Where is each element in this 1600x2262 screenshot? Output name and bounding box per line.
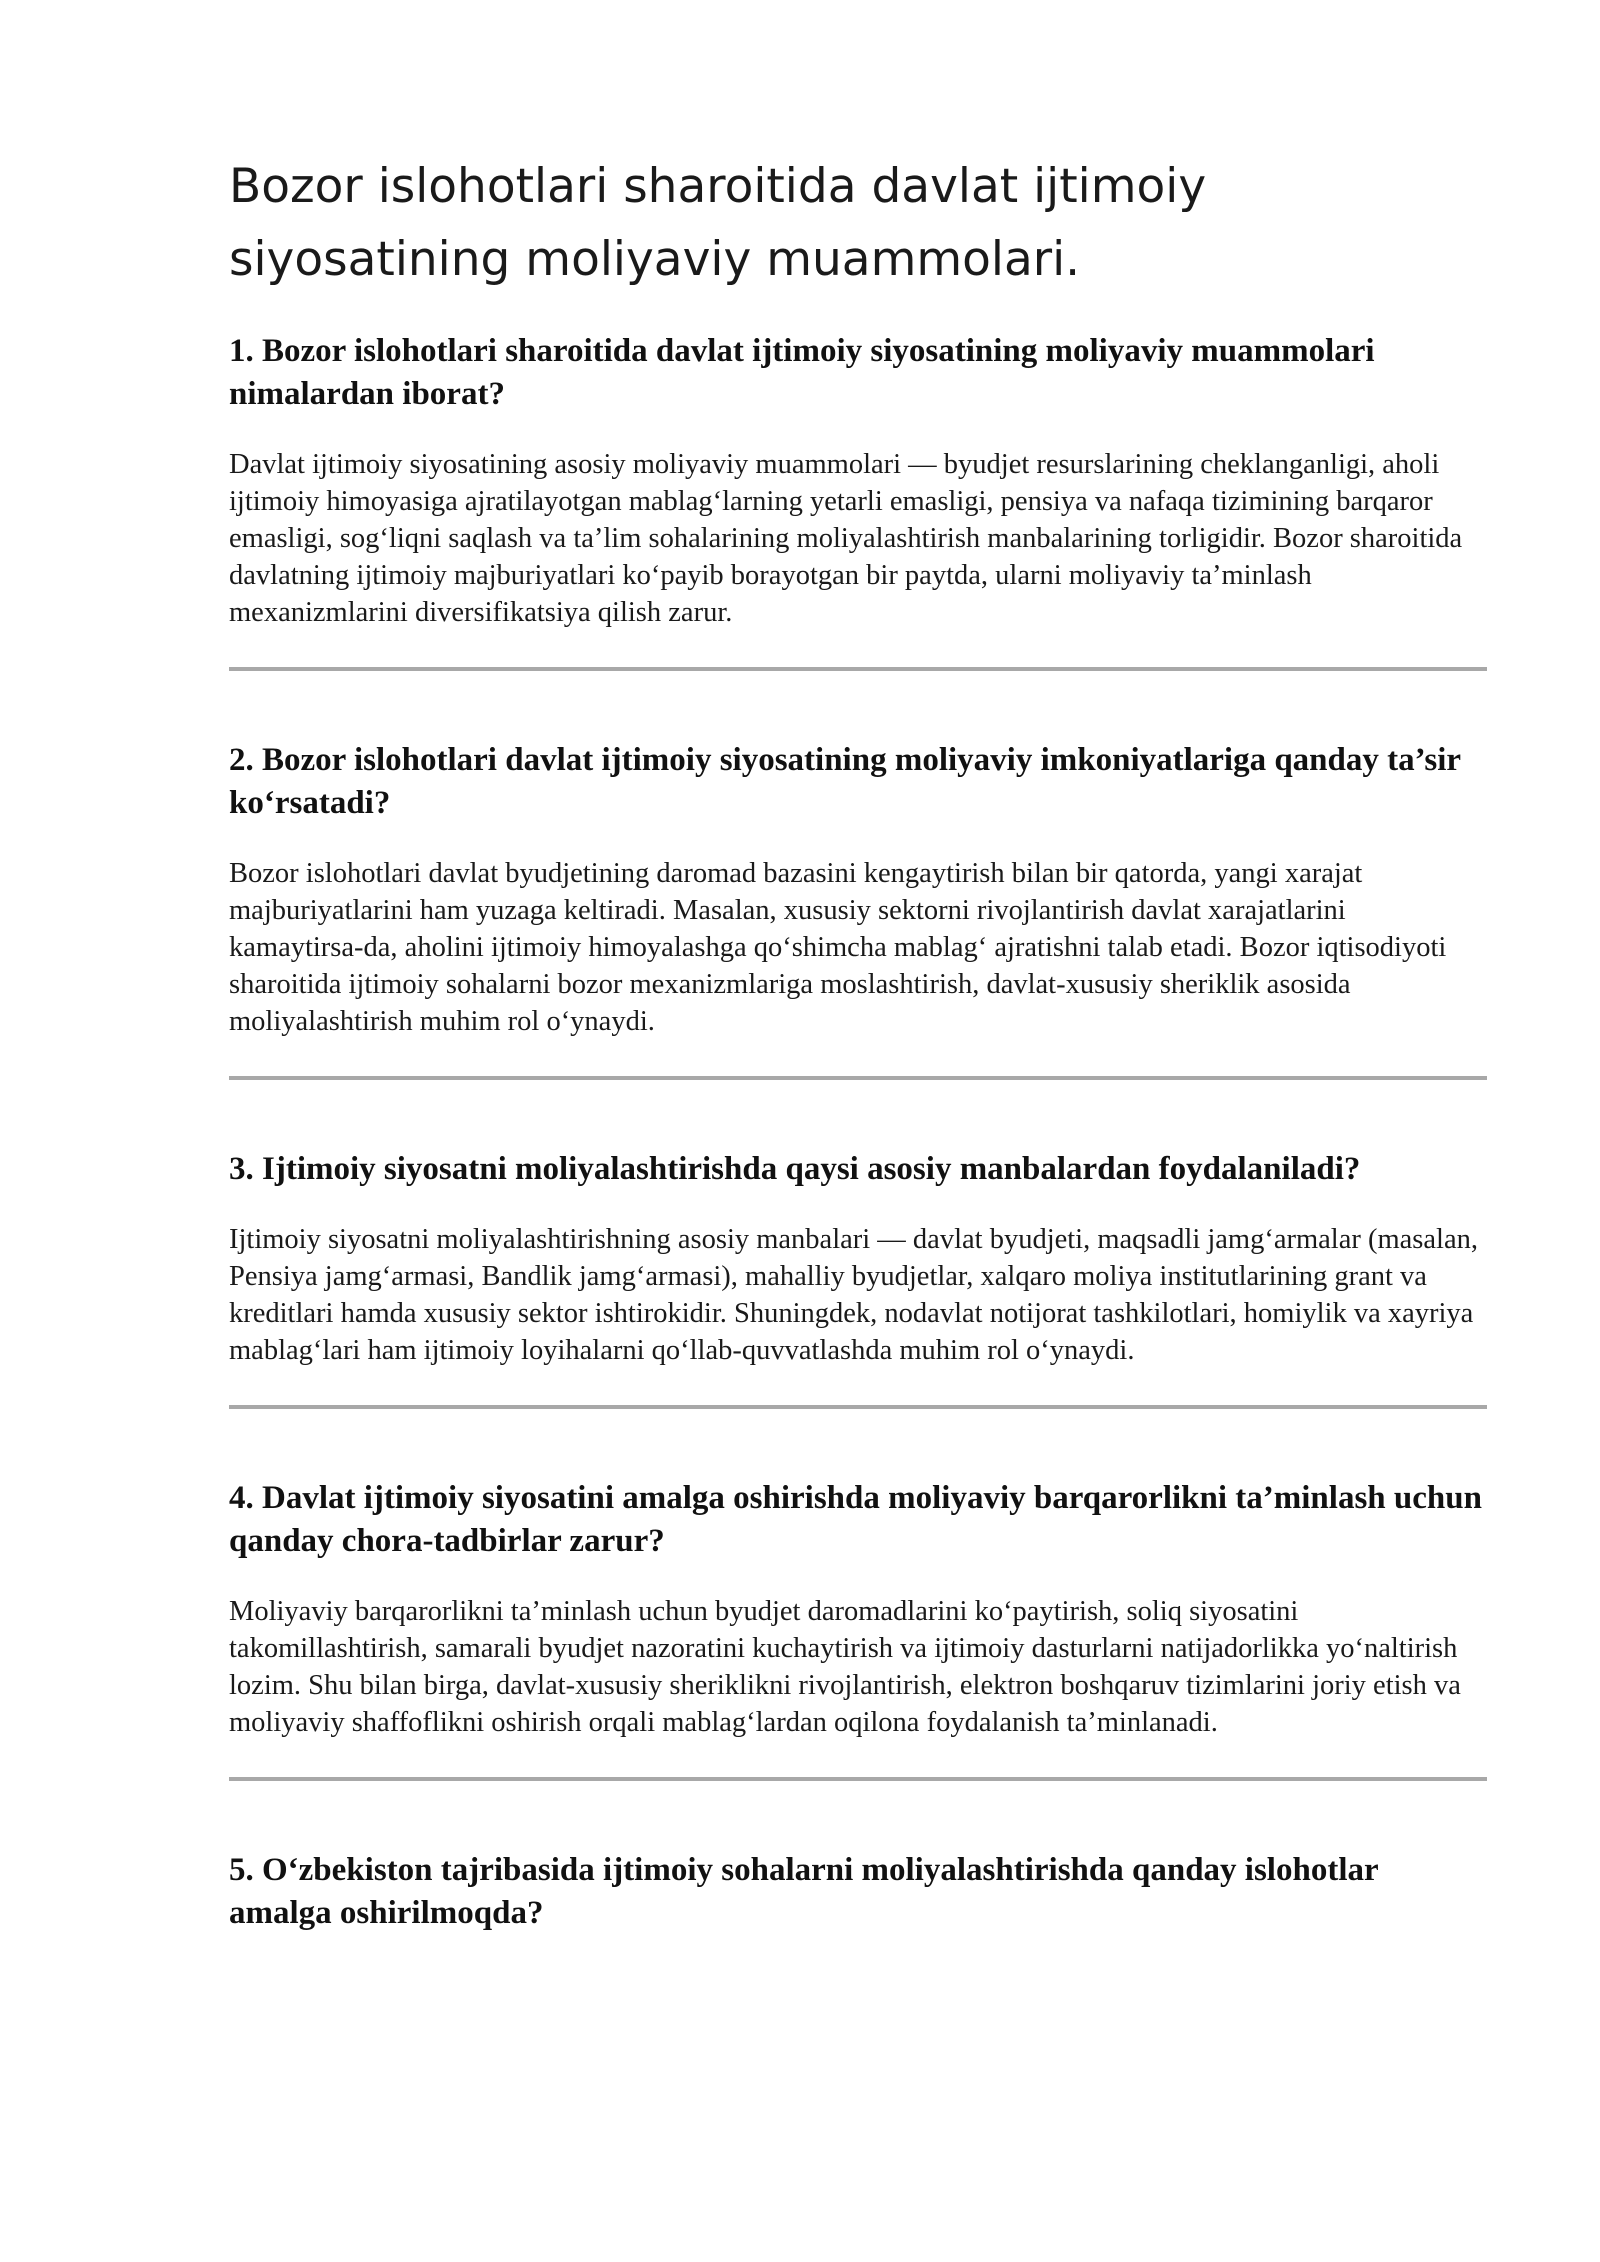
question-heading: 5. O‘zbekiston tajribasida ijtimoiy sohalarni moliyalashtirishda qanday islohotlar amalga oshirilmoqda? [229,1852,1379,1931]
question-heading: 4. Davlat ijtimoiy siyosatini amalga oshirishda moliyaviy barqarorlikni ta’minlash uchun qanday chora-tadbirlar zarur? [229,1480,1482,1559]
answer-paragraph: Davlat ijtimoiy siyosatining asosiy moliyaviy muammolari — byudjet resurslarining cheklanganligi, aholi ijtimoiy himoyasiga ajratilayotgan mablag‘larning yetarli emasligi, pensiya va nafaqa tizimining barqaror emasligi, sog‘liqni saqlash va ta’lim sohalarining moliyalashtirish manbalarining torligidir. Bozor sharoitida davlatning ijtimoiy majburiyatlari ko‘payib borayotgan bir paytda, ularni moliyaviy ta’minlash mexanizmlarini diversifikatsiya qilish zarur. [229,449,1463,628]
section-divider [229,1076,1487,1080]
qa-section-3 [229,1148,1487,1369]
section-divider [229,667,1487,671]
section-divider [229,1777,1487,1781]
qa-section-5 [229,1849,1487,1935]
answer-paragraph: Bozor islohotlari davlat byudjetining daromad bazasini kengaytirish bilan bir qatorda, yangi xarajat majburiyatlarini ham yuzaga keltiradi. Masalan, xususiy sektorni rivojlantirish davlat xarajatlarini kamaytirsa-da, aholini ijtimoiy himoyalashga qo‘shimcha mablag‘ ajratishni talab etadi. Bozor iqtisodiyoti sharoitida ijtimoiy sohalarni bozor mexanizmlariga moslashtirish, davlat-xususiy sheriklik asosida moliyalashtirish muhim rol o‘ynaydi. [229,858,1447,1037]
document-page [229,150,1487,1965]
section-divider [229,1405,1487,1409]
document-title: Bozor islohotlari sharoitida davlat ijtimoiy siyosatining moliyaviy muammolari. [229,159,1207,287]
qa-section-1 [229,330,1487,631]
answer-paragraph: Ijtimoiy siyosatni moliyalashtirishning asosiy manbalari — davlat byudjeti, maqsadli jamg‘armalar (masalan, Pensiya jamg‘armasi, Bandlik jamg‘armasi), mahalliy byudjetlar, xalqaro moliya institutlarining grant va kreditlari hamda xususiy sektor ishtirokidir. Shuningdek, nodavlat notijorat tashkilotlari, homiylik va xayriya mablag‘lari ham ijtimoiy loyihalarni qo‘llab-quvvatlashda muhim rol o‘ynaydi. [229,1224,1478,1366]
answer-paragraph: Moliyaviy barqarorlikni ta’minlash uchun byudjet daromadlarini ko‘paytirish, soliq siyosatini takomillashtirish, samarali byudjet nazoratini kuchaytirish va ijtimoiy dasturlarni natijadorlikka yo‘naltirish lozim. Shu bilan birga, davlat-xususiy sheriklikni rivojlantirish, elektron boshqaruv tizimlarini joriy etish va moliyaviy shaffoflikni oshirish orqali mablag‘lardan oqilona foydalanish ta’minlanadi. [229,1596,1461,1738]
qa-section-2 [229,739,1487,1040]
question-heading: 1. Bozor islohotlari sharoitida davlat ijtimoiy siyosatining moliyaviy muammolari nimalardan iborat? [229,333,1375,412]
qa-section-4 [229,1477,1487,1741]
question-heading: 2. Bozor islohotlari davlat ijtimoiy siyosatining moliyaviy imkoniyatlariga qanday ta’sir ko‘rsatadi? [229,742,1461,821]
question-heading: 3. Ijtimoiy siyosatni moliyalashtirishda qaysi asosiy manbalardan foydalaniladi? [229,1151,1361,1187]
